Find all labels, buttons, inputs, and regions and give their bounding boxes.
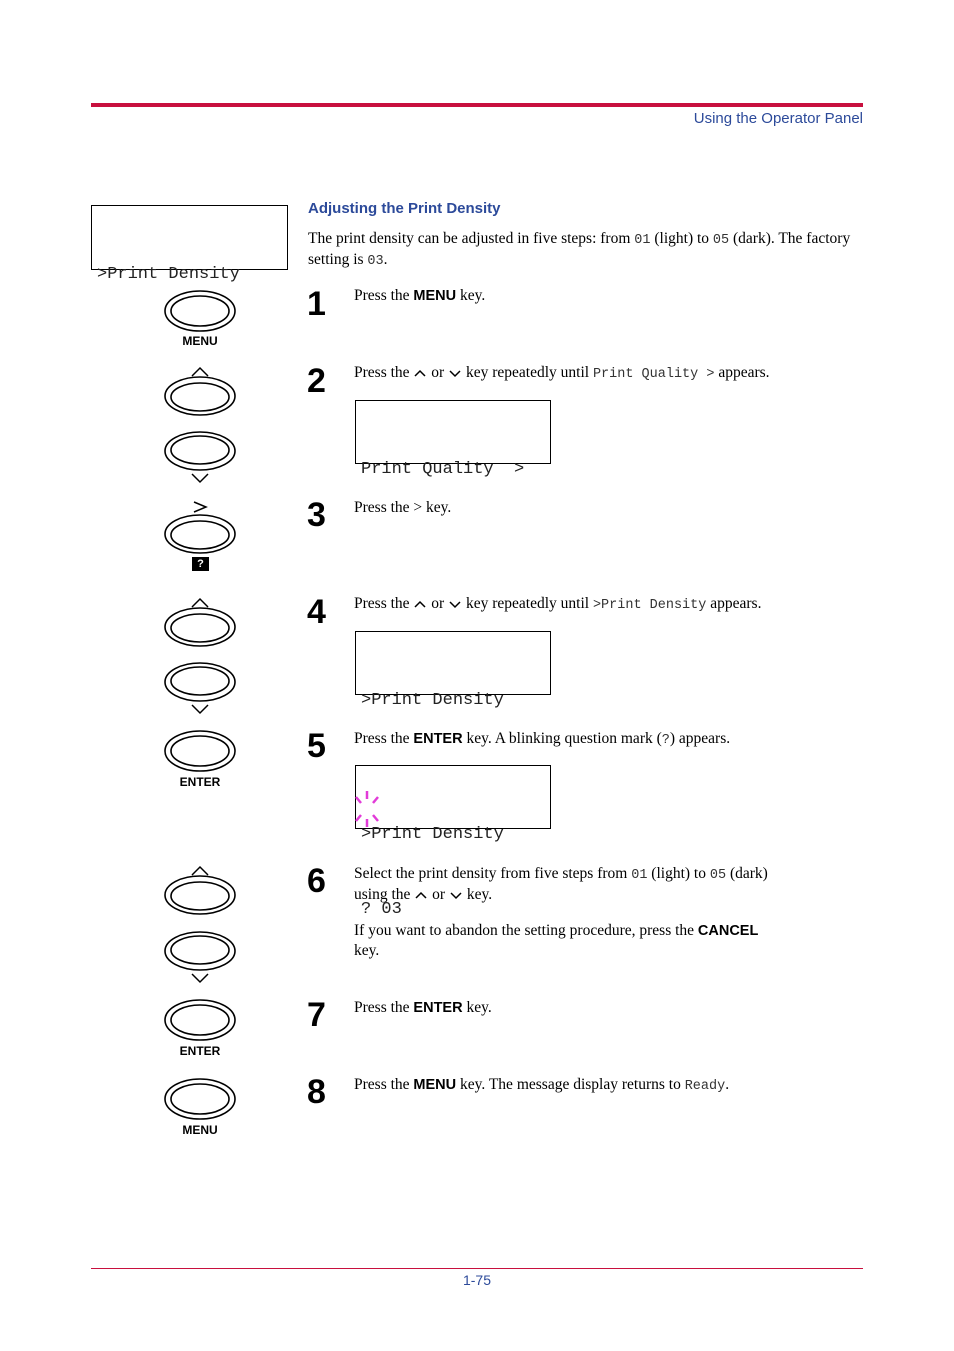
step-number: 6 bbox=[307, 862, 326, 900]
lcd-line-1: Print Quality > bbox=[361, 460, 525, 479]
step-5-lcd-display bbox=[355, 765, 551, 919]
up-key-icon[interactable] bbox=[163, 366, 237, 418]
step-5-text: Press the ENTER key. A blinking question mark (?) appears. bbox=[354, 730, 731, 748]
step-number: 8 bbox=[307, 1073, 326, 1111]
up-arrow-icon bbox=[414, 889, 428, 901]
down-key-icon[interactable] bbox=[163, 430, 237, 486]
help-badge-icon: ? bbox=[192, 557, 209, 571]
header-rule bbox=[91, 103, 863, 107]
down-arrow-icon bbox=[448, 367, 462, 379]
lcd-line-2: ? 03 bbox=[361, 900, 402, 919]
down-arrow-icon bbox=[448, 598, 462, 610]
intro-paragraph: The print density can be adjusted in five steps: from 01 (light) to 05 (dark). The factory setting is 03. bbox=[308, 230, 851, 269]
step-6-cancel-note: If you want to abandon the setting procedure, press the CANCEL key. bbox=[354, 922, 759, 959]
up-arrow-icon bbox=[413, 367, 427, 379]
step-number: 4 bbox=[307, 593, 326, 631]
step-3-text: Press the > key. bbox=[354, 499, 452, 516]
lcd-line-1: >Print Density bbox=[97, 265, 240, 284]
up-arrow-icon bbox=[413, 598, 427, 610]
blink-indicator-icon bbox=[353, 789, 381, 829]
step-4-lcd-display bbox=[355, 631, 551, 710]
step-4-text: Press the or key repeatedly until >Print Density appears. bbox=[354, 595, 762, 613]
step-7-text: Press the ENTER key. bbox=[354, 999, 492, 1016]
enter-key-icon[interactable] bbox=[163, 729, 237, 773]
lcd-line-1: >Print Density bbox=[361, 825, 504, 844]
page-title: Adjusting the Print Density bbox=[308, 200, 501, 217]
step-number: 3 bbox=[307, 496, 326, 534]
footer-rule bbox=[91, 1268, 863, 1269]
up-key-icon[interactable] bbox=[163, 865, 237, 917]
lcd-line-1: >Print Density bbox=[361, 691, 504, 710]
step-number: 1 bbox=[307, 285, 326, 323]
enter-key-label: ENTER bbox=[179, 1044, 221, 1058]
enter-key-icon[interactable] bbox=[163, 998, 237, 1042]
down-key-icon[interactable] bbox=[163, 661, 237, 717]
menu-key-label: MENU bbox=[182, 1123, 218, 1137]
sidebar-lcd-display bbox=[91, 205, 288, 284]
step-6-text: Select the print density from five steps from 01 (light) to 05 (dark) using the or key. bbox=[354, 865, 768, 903]
step-number: 2 bbox=[307, 362, 326, 400]
step-number: 7 bbox=[307, 996, 326, 1034]
step-1-text: Press the MENU key. bbox=[354, 287, 486, 304]
page-number: 1-75 bbox=[462, 1272, 492, 1288]
menu-key-icon[interactable] bbox=[163, 1077, 237, 1121]
down-arrow-icon bbox=[449, 889, 463, 901]
section-header: Using the Operator Panel bbox=[693, 110, 863, 127]
step-2-text: Press the or key repeatedly until Print Quality > appears. bbox=[354, 364, 770, 382]
down-key-icon[interactable] bbox=[163, 930, 237, 986]
menu-key-icon[interactable] bbox=[163, 289, 237, 333]
step-8-text: Press the MENU key. The message display returns to Ready. bbox=[354, 1076, 730, 1094]
menu-key-label: MENU bbox=[182, 334, 218, 348]
step-2-lcd-display bbox=[355, 400, 551, 479]
enter-key-label: ENTER bbox=[179, 775, 221, 789]
right-key-icon[interactable] bbox=[163, 497, 237, 555]
step-number: 5 bbox=[307, 727, 326, 765]
lcd-line-2 bbox=[361, 532, 545, 557]
up-key-icon[interactable] bbox=[163, 597, 237, 649]
